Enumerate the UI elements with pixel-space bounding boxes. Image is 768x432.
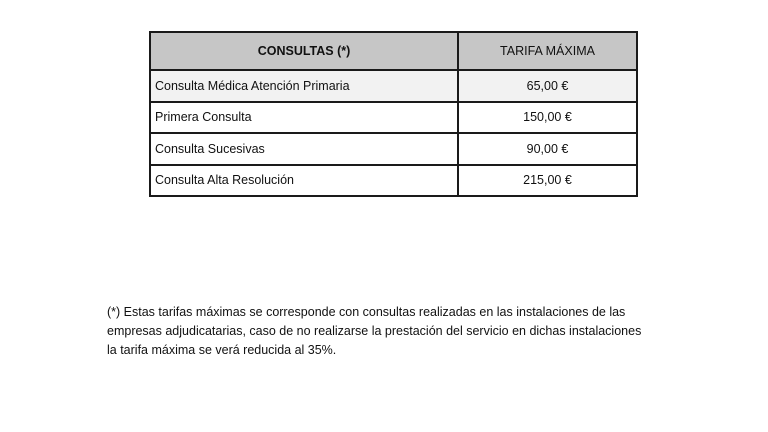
service-name: Consulta Médica Atención Primaria bbox=[150, 70, 458, 102]
table-body bbox=[150, 70, 637, 196]
service-price: 215,00 € bbox=[458, 165, 637, 197]
table-row bbox=[150, 133, 637, 165]
service-price: 90,00 € bbox=[458, 133, 637, 165]
header-tarifa-maxima: TARIFA MÁXIMA bbox=[458, 32, 637, 70]
service-name: Primera Consulta bbox=[150, 102, 458, 134]
service-price: 150,00 € bbox=[458, 102, 637, 134]
header-consultas: CONSULTAS (*) bbox=[150, 32, 458, 70]
table-header bbox=[150, 32, 637, 70]
tariff-table bbox=[149, 31, 638, 197]
table-row bbox=[150, 102, 637, 134]
service-price: 65,00 € bbox=[458, 70, 637, 102]
service-name: Consulta Sucesivas bbox=[150, 133, 458, 165]
table-row bbox=[150, 165, 637, 197]
footnote-line: (*) Estas tarifas máximas se corresponde con consultas realizadas en las instalaciones de las bbox=[107, 305, 626, 319]
footnote bbox=[107, 303, 687, 360]
service-name: Consulta Alta Resolución bbox=[150, 165, 458, 197]
table-row bbox=[150, 70, 637, 102]
header-row bbox=[150, 32, 637, 70]
footnote-line: la tarifa máxima se verá reducida al 35%. bbox=[107, 343, 337, 357]
footnote-line: empresas adjudicatarias, caso de no realizarse la prestación del servicio en dichas instalaciones bbox=[107, 324, 642, 338]
